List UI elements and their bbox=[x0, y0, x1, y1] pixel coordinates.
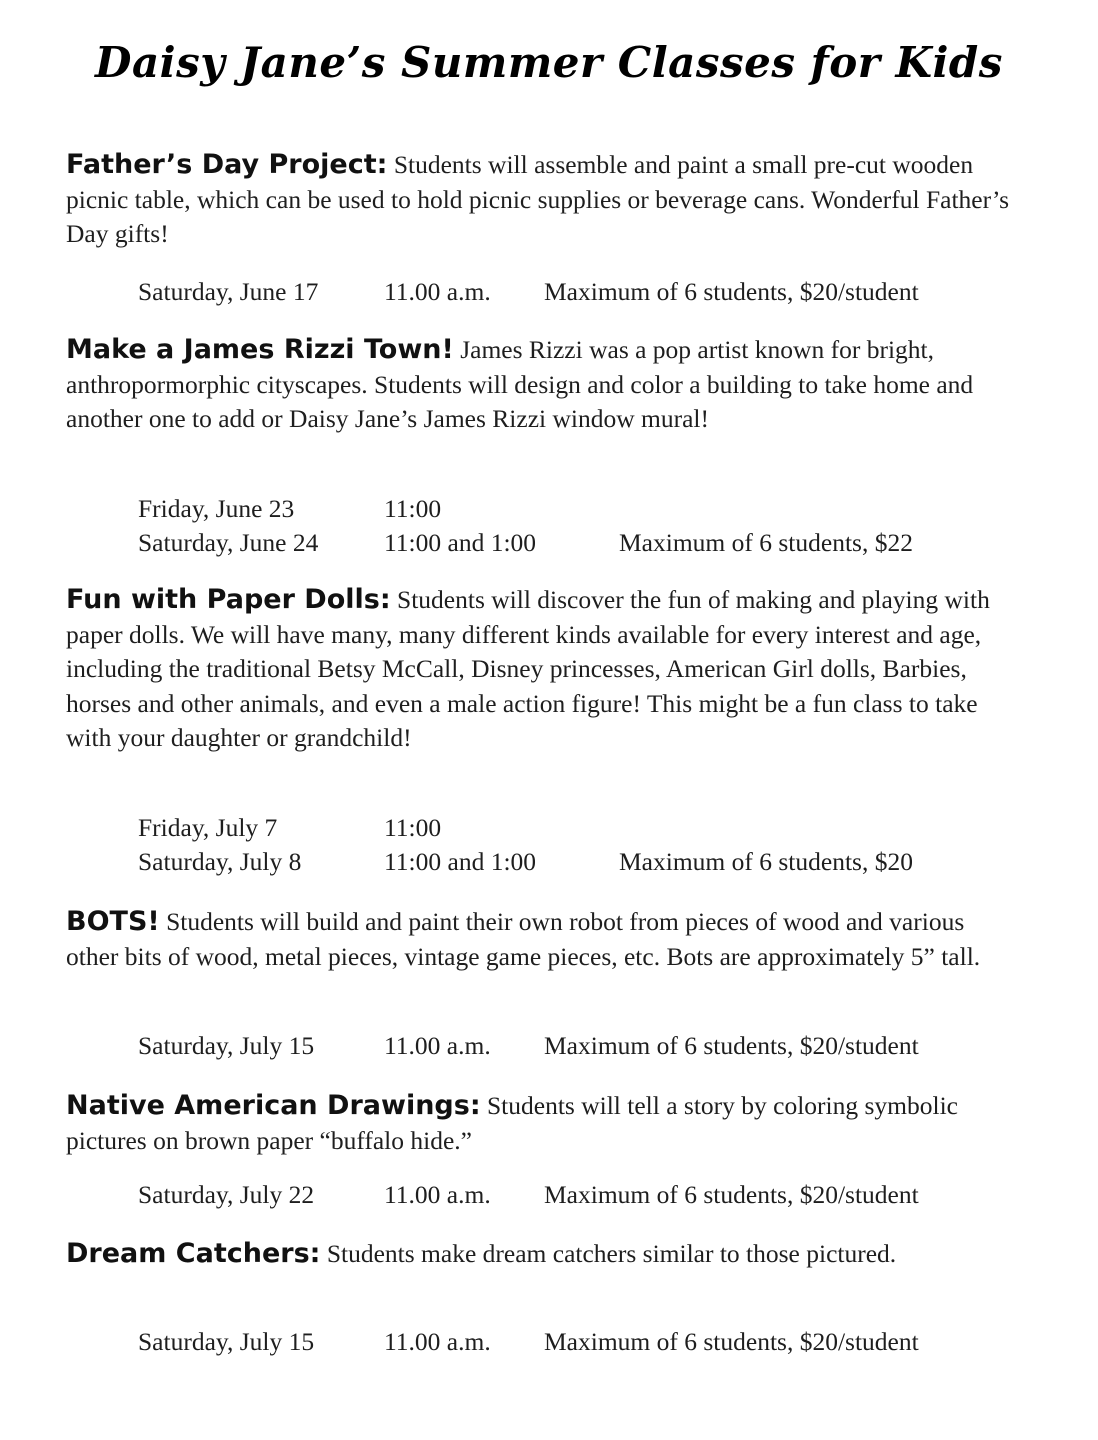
page-title: Daisy Jane’s Summer Classes for Kids bbox=[95, 38, 1003, 87]
class-fathers-day bbox=[66, 148, 1016, 252]
session-row bbox=[138, 492, 1018, 526]
class-native-american bbox=[66, 1089, 1016, 1158]
class-schedule bbox=[138, 1325, 1018, 1359]
class-schedule bbox=[138, 492, 1018, 560]
session-details: Maximum of 6 students, $20 bbox=[619, 847, 913, 876]
session-time: 11:00 and 1:00 bbox=[384, 847, 537, 876]
class-description bbox=[66, 583, 1016, 756]
class-description bbox=[66, 148, 1016, 252]
session-time: 11.00 a.m. bbox=[384, 1031, 491, 1060]
session-row bbox=[138, 526, 1018, 560]
session-details: Maximum of 6 students, $20/student bbox=[544, 1180, 919, 1209]
class-name: Father’s Day Project: bbox=[66, 149, 388, 180]
class-schedule bbox=[138, 811, 1018, 879]
session-row bbox=[138, 1325, 1018, 1359]
session-row bbox=[138, 1029, 1018, 1063]
session-day: Saturday, June 17 bbox=[138, 277, 319, 306]
class-text: Students make dream catchers similar to those pictured. bbox=[320, 1239, 897, 1268]
session-time: 11.00 a.m. bbox=[384, 277, 491, 306]
session-day: Saturday, July 8 bbox=[138, 847, 302, 876]
session-time: 11:00 bbox=[384, 494, 442, 523]
session-details: Maximum of 6 students, $20/student bbox=[544, 277, 919, 306]
class-text: Students will assemble and paint a small pre-cut wooden picnic table, which can be used to hold picnic supplies or beverage cans. Wonderful Father’s Day gifts! bbox=[66, 150, 1010, 248]
session-row bbox=[138, 811, 1018, 845]
session-day: Saturday, June 24 bbox=[138, 528, 319, 557]
session-time: 11.00 a.m. bbox=[384, 1327, 491, 1356]
class-schedule bbox=[138, 1178, 1018, 1212]
class-dream-catchers bbox=[66, 1237, 1016, 1272]
session-day: Saturday, July 15 bbox=[138, 1327, 315, 1356]
class-paper-dolls bbox=[66, 583, 1016, 756]
session-details: Maximum of 6 students, $20/student bbox=[544, 1327, 919, 1356]
session-details: Maximum of 6 students, $20/student bbox=[544, 1031, 919, 1060]
session-row bbox=[138, 275, 1018, 309]
session-time: 11:00 and 1:00 bbox=[384, 528, 537, 557]
session-day: Friday, July 7 bbox=[138, 813, 278, 842]
session-row bbox=[138, 845, 1018, 879]
class-bots bbox=[66, 905, 1016, 974]
class-description bbox=[66, 905, 1016, 974]
session-day: Saturday, July 15 bbox=[138, 1031, 315, 1060]
class-schedule bbox=[138, 1029, 1018, 1063]
class-name: Fun with Paper Dolls: bbox=[66, 584, 391, 615]
session-day: Friday, June 23 bbox=[138, 494, 295, 523]
session-day: Saturday, July 22 bbox=[138, 1180, 315, 1209]
class-description bbox=[66, 1089, 1016, 1158]
class-name: Make a James Rizzi Town! bbox=[66, 334, 454, 365]
class-text: James Rizzi was a pop artist known for bright, anthropormorphic cityscapes. Students will design and color a building to take home and another one to add or Daisy Jane’s James Rizzi window mural! bbox=[66, 335, 974, 433]
class-text: Students will tell a story by coloring symbolic pictures on brown paper “buffalo hide.” bbox=[66, 1091, 959, 1155]
class-name: BOTS! bbox=[66, 906, 160, 937]
class-name: Native American Drawings: bbox=[66, 1090, 481, 1121]
class-description bbox=[66, 333, 1016, 437]
class-james-rizzi bbox=[66, 333, 1016, 437]
class-text: Students will discover the fun of making and playing with paper dolls. We will have many, many different kinds available for every interest and age, including the traditional Betsy McCall, Disney princesses, American Girl dolls, Barbies, horses and other animals, and even a male action figure! This might be a fun class to take with your daughter or grandchild! bbox=[66, 585, 990, 752]
session-details: Maximum of 6 students, $22 bbox=[619, 528, 913, 557]
class-name: Dream Catchers: bbox=[66, 1238, 321, 1269]
class-schedule bbox=[138, 275, 1018, 309]
class-description bbox=[66, 1237, 1016, 1272]
session-time: 11:00 bbox=[384, 813, 442, 842]
session-time: 11.00 a.m. bbox=[384, 1180, 491, 1209]
class-text: Students will build and paint their own robot from pieces of wood and various other bits of wood, metal pieces, vintage game pieces, etc. Bots are approximately 5” tall. bbox=[66, 907, 981, 971]
session-row bbox=[138, 1178, 1018, 1212]
